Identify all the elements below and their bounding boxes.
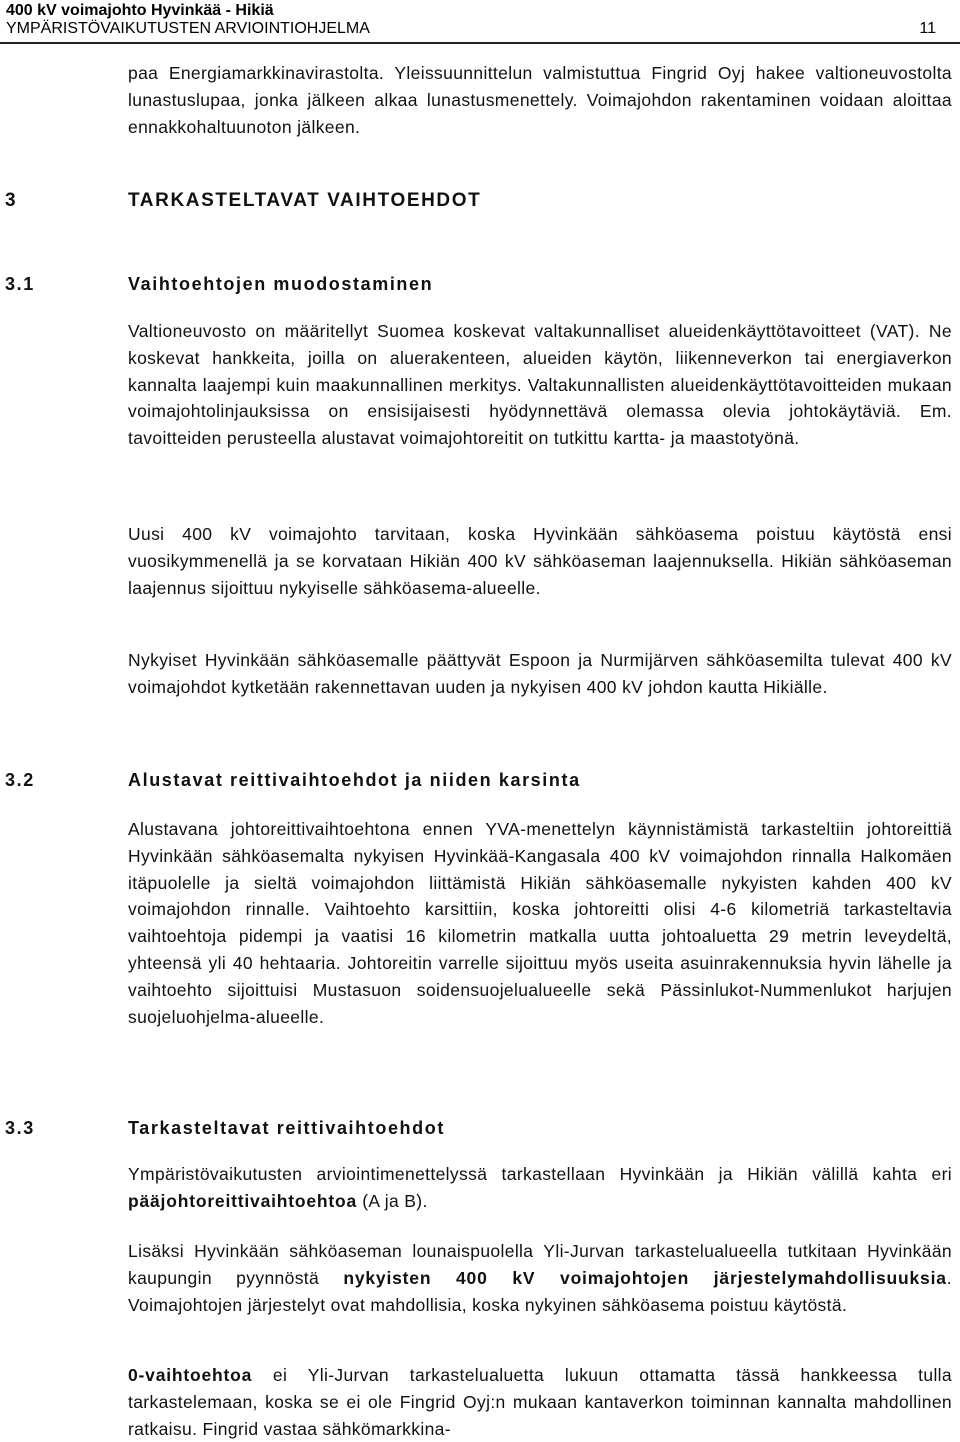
- document-subtitle: YMPÄRISTÖVAIKUTUSTEN ARVIOINTIOHJELMA: [6, 20, 370, 37]
- text-run: . Voimajohtojen järjestelyt ovat mahdollisia, koska nykyinen sähköasema poistuu käytöstä.: [128, 1267, 952, 1315]
- page-header: [6, 2, 954, 42]
- section-title: Tarkasteltavat reittivaihtoehdot: [128, 1118, 445, 1138]
- header-divider: [0, 42, 960, 44]
- section-3-3-paragraph-1: [128, 1161, 952, 1215]
- emphasis-zero-alternative: 0-vaihtoehtoa: [128, 1365, 253, 1385]
- section-3-3-paragraph-3: [128, 1362, 952, 1442]
- section-number: 3.2: [5, 770, 35, 790]
- text-run: Ympäristövaikutusten arviointimenettelyssä tarkastellaan Hyvinkään ja Hikiän välillä kahta eri: [128, 1164, 952, 1184]
- section-title: Vaihtoehtojen muodostaminen: [128, 274, 434, 294]
- section-number: 3.1: [5, 274, 35, 294]
- section-3-1-paragraph-2: Uusi 400 kV voimajohto tarvitaan, koska Hyvinkään sähköasema poistuu käytöstä ensi vuosikymmenellä ja se korvataan Hikiän 400 kV sähköaseman laajennuksella. Hikiän sähköaseman laajennus sijoittuu nykyiselle sähköasema-alueelle.: [128, 524, 952, 598]
- section-3-1-heading: [5, 274, 705, 300]
- section-3-1-paragraph-3: Nykyiset Hyvinkään sähköasemalle päättyvät Espoon ja Nurmijärven sähköasemilta tulevat 400 kV voimajohdot kytketään rakennettavan uuden ja nykyisen 400 kV johdon kautta Hikiälle.: [128, 650, 952, 697]
- text-run: ei Yli-Jurvan tarkastelualuetta lukuun ottamatta tässä hankkeessa tulla tarkastelemaan, koska se ei ole Fingrid Oyj:n mukaan kantaverkon toiminnan kannalta mahdollinen ratkaisu. Fingrid vastaa sähkömarkkina-: [128, 1365, 952, 1439]
- section-number: 3.3: [5, 1118, 35, 1138]
- section-3-3-heading: [5, 1118, 705, 1144]
- section-title: TARKASTELTAVAT VAIHTOEHDOT: [128, 190, 482, 211]
- section-3-2-paragraph-1: Alustavana johtoreittivaihtoehtona ennen YVA-menettelyn käynnistämistä tarkasteltiin johtoreittiä Hyvinkään sähköasemalta nykyisen Hyvinkää-Kangasala 400 kV voimajohdon rinnalla Halkomäen itäpuolelle ja sieltä voimajohdon liittämistä Hikiän sähköasemalle nykyisten kahden 400 kV voimajohdon rinnalle. Vaihtoehto karsittiin, koska johtoreitti olisi 4-6 kilometriä tarkasteltavia vaihtoehtoja pidempi ja vaatisi 16 kilometrin matkalla uutta johtoaluetta 29 metrin leveydeltä, yhteensä yli 40 hehtaaria. Johtoreitin varrelle sijoittuu myös useita asuinrakennuksia hyvin lähelle ja vaihtoehto sijoittuisi Mustasuon soidensuojelualueelle sekä Pässinlukot-Nummenlukot harjujen suojeluohjelma-alueelle.: [128, 819, 952, 1027]
- section-3-3-paragraph-2: [128, 1238, 952, 1318]
- emphasis-arrangement-options: nykyisten 400 kV voimajohtojen järjestelymahdollisuuksia: [343, 1267, 947, 1288]
- section-3-heading: [5, 190, 705, 216]
- section-3-2-heading: [5, 770, 705, 796]
- page-number: 11: [919, 20, 936, 37]
- text-run: (A ja B).: [357, 1190, 428, 1211]
- section-number: 3: [5, 190, 18, 211]
- emphasis-main-route-alternative: pääjohtoreittivaihtoehtoa: [128, 1190, 358, 1211]
- document-title: 400 kV voimajohto Hyvinkää - Hikiä: [6, 2, 274, 19]
- section-title: Alustavat reittivaihtoehdot ja niiden karsinta: [128, 770, 581, 790]
- section-3-1-paragraph-1: Valtioneuvosto on määritellyt Suomea koskevat valtakunnalliset alueidenkäyttötavoitteet (VAT). Ne koskevat hankkeita, joilla on aluerakenteen, alueiden käytön, liikenneverkon tai energiaverkon kannalta laajempi kuin maakunnallinen merkitys. Valtakunnallisten alueidenkäyttötavoitteiden mukaan voimajohtolinjauksissa on ensisijaisesti hyödynnettävä olemassa olevia johtokäytäviä. Em. tavoitteiden perusteella alustavat voimajohtoreitit on tutkittu kartta- ja maastotyönä.: [128, 321, 952, 449]
- text-run: Lisäksi Hyvinkään sähköaseman lounaispuolella Yli-Jurvan tarkastelualueella tutkitaan Hyvinkään kaupungin pyynnöstä: [128, 1241, 952, 1288]
- intro-paragraph: paa Energiamarkkinavirastolta. Yleissuunnittelun valmistuttua Fingrid Oyj hakee valtioneuvostolta lunastuslupaa, jonka jälkeen alkaa lunastusmenettely. Voimajohdon rakentaminen voidaan aloittaa ennakkohaltuunoton jälkeen.: [128, 63, 952, 137]
